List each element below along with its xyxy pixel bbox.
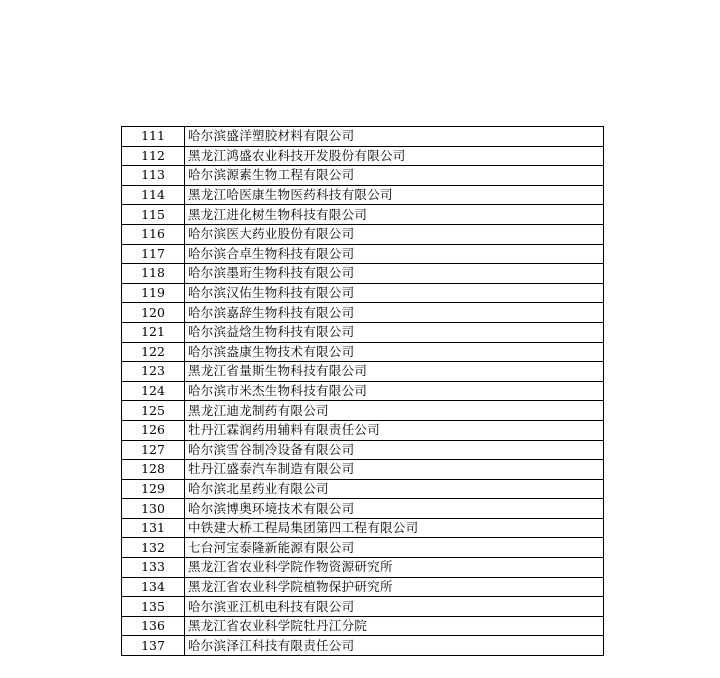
table-row [122, 146, 604, 166]
table-row [122, 636, 604, 656]
company-name-cell: 哈尔滨源素生物工程有限公司 [185, 166, 604, 186]
row-number-cell: 120 [122, 303, 185, 323]
company-name-cell: 中铁建大桥工程局集团第四工程有限公司 [185, 518, 604, 538]
table-row [122, 264, 604, 284]
row-number-cell: 128 [122, 460, 185, 480]
company-name-cell: 哈尔滨合卓生物科技有限公司 [185, 244, 604, 264]
company-list-body [122, 127, 604, 656]
company-name-cell: 黑龙江哈医康生物医药科技有限公司 [185, 185, 604, 205]
company-name-cell: 哈尔滨泽江科技有限责任公司 [185, 636, 604, 656]
row-number-cell: 117 [122, 244, 185, 264]
table-row [122, 224, 604, 244]
table-row [122, 597, 604, 617]
company-name-cell: 哈尔滨亚江机电科技有限公司 [185, 597, 604, 617]
row-number-cell: 119 [122, 283, 185, 303]
row-number-cell: 121 [122, 322, 185, 342]
company-name-cell: 哈尔滨市米杰生物科技有限公司 [185, 381, 604, 401]
company-name-cell: 哈尔滨医大药业股份有限公司 [185, 224, 604, 244]
row-number-cell: 115 [122, 205, 185, 225]
row-number-cell: 135 [122, 597, 185, 617]
table-row [122, 127, 604, 147]
row-number-cell: 127 [122, 440, 185, 460]
row-number-cell: 118 [122, 264, 185, 284]
company-name-cell: 哈尔滨盎康生物技术有限公司 [185, 342, 604, 362]
table-row [122, 205, 604, 225]
table-row [122, 499, 604, 519]
company-name-cell: 哈尔滨墨珩生物科技有限公司 [185, 264, 604, 284]
company-list-table [121, 126, 604, 656]
table-row [122, 420, 604, 440]
company-name-cell: 哈尔滨雪谷制冷设备有限公司 [185, 440, 604, 460]
table-row [122, 440, 604, 460]
company-name-cell: 黑龙江省农业科学院作物资源研究所 [185, 558, 604, 578]
table-row [122, 185, 604, 205]
table-row [122, 303, 604, 323]
table-row [122, 166, 604, 186]
row-number-cell: 112 [122, 146, 185, 166]
row-number-cell: 129 [122, 479, 185, 499]
row-number-cell: 116 [122, 224, 185, 244]
company-name-cell: 黑龙江迪龙制药有限公司 [185, 401, 604, 421]
row-number-cell: 137 [122, 636, 185, 656]
row-number-cell: 122 [122, 342, 185, 362]
company-name-cell: 黑龙江进化树生物科技有限公司 [185, 205, 604, 225]
table-row [122, 342, 604, 362]
row-number-cell: 136 [122, 616, 185, 636]
table-row [122, 283, 604, 303]
company-name-cell: 哈尔滨盛洋塑胶材料有限公司 [185, 127, 604, 147]
table-row [122, 538, 604, 558]
company-name-cell: 哈尔滨嘉辞生物科技有限公司 [185, 303, 604, 323]
company-name-cell: 黑龙江鸿盛农业科技开发股份有限公司 [185, 146, 604, 166]
table-row [122, 577, 604, 597]
company-name-cell: 哈尔滨博奥环境技术有限公司 [185, 499, 604, 519]
row-number-cell: 111 [122, 127, 185, 147]
row-number-cell: 134 [122, 577, 185, 597]
company-name-cell: 哈尔滨北星药业有限公司 [185, 479, 604, 499]
row-number-cell: 131 [122, 518, 185, 538]
company-name-cell: 黑龙江省农业科学院植物保护研究所 [185, 577, 604, 597]
row-number-cell: 126 [122, 420, 185, 440]
row-number-cell: 132 [122, 538, 185, 558]
table-row [122, 460, 604, 480]
row-number-cell: 113 [122, 166, 185, 186]
company-name-cell: 牡丹江霖润药用辅料有限责任公司 [185, 420, 604, 440]
table-row [122, 322, 604, 342]
table-row [122, 401, 604, 421]
company-name-cell: 黑龙江省农业科学院牡丹江分院 [185, 616, 604, 636]
table-row [122, 518, 604, 538]
table-row [122, 381, 604, 401]
company-name-cell: 牡丹江盛泰汽车制造有限公司 [185, 460, 604, 480]
company-name-cell: 黑龙江省量斯生物科技有限公司 [185, 362, 604, 382]
company-name-cell: 哈尔滨汉佑生物科技有限公司 [185, 283, 604, 303]
table-row [122, 479, 604, 499]
row-number-cell: 130 [122, 499, 185, 519]
row-number-cell: 124 [122, 381, 185, 401]
row-number-cell: 133 [122, 558, 185, 578]
table-row [122, 362, 604, 382]
row-number-cell: 123 [122, 362, 185, 382]
row-number-cell: 114 [122, 185, 185, 205]
row-number-cell: 125 [122, 401, 185, 421]
company-name-cell: 哈尔滨益焓生物科技有限公司 [185, 322, 604, 342]
table-row [122, 558, 604, 578]
table-row [122, 244, 604, 264]
table-row [122, 616, 604, 636]
company-name-cell: 七台河宝泰隆新能源有限公司 [185, 538, 604, 558]
